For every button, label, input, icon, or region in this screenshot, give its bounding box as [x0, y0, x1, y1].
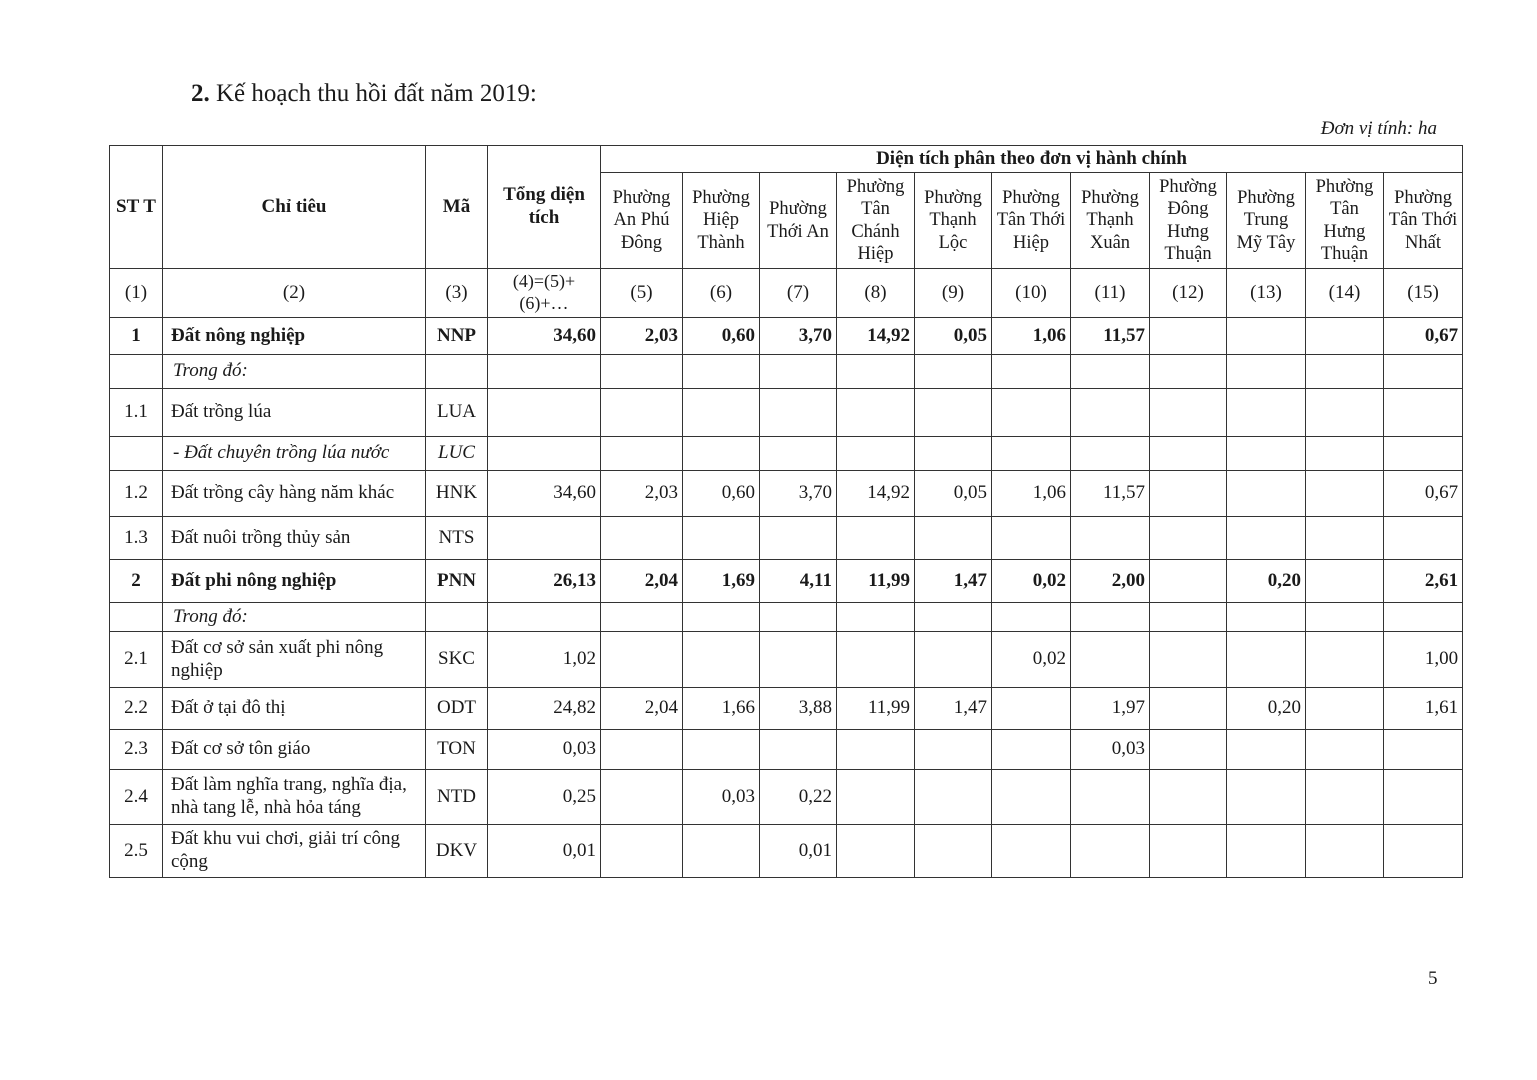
cell-chi-tieu: Đất làm nghĩa trang, nghĩa địa, nhà tang lễ, nhà hỏa táng	[163, 770, 426, 825]
cell-ward-value	[1384, 355, 1463, 389]
table-row	[110, 688, 1463, 730]
cell-ward-value	[1150, 389, 1227, 437]
cell-ward-value	[683, 437, 760, 471]
cell-ward-value	[915, 517, 992, 560]
cell-ward-value: 1,61	[1384, 688, 1463, 730]
cell-ward-value	[760, 389, 837, 437]
cell-ward-value: 0,02	[992, 632, 1071, 688]
cell-ward-value	[683, 632, 760, 688]
column-index: (1)	[110, 269, 163, 318]
cell-ward-value	[601, 770, 683, 825]
section-title-text: Kế hoạch thu hồi đất năm 2019:	[216, 80, 537, 107]
cell-ward-value	[1384, 603, 1463, 632]
cell-ma: LUA	[426, 389, 488, 437]
cell-ward-value	[1150, 603, 1227, 632]
cell-ward-value	[1071, 603, 1150, 632]
header-ward: Phường Tân Thới Nhất	[1384, 173, 1463, 269]
cell-ma: ODT	[426, 688, 488, 730]
cell-chi-tieu: Đất nông nghiệp	[163, 318, 426, 355]
cell-chi-tieu: Đất phi nông nghiệp	[163, 560, 426, 603]
cell-ward-value	[1306, 517, 1384, 560]
cell-stt: 2.5	[110, 825, 163, 878]
table-row	[110, 560, 1463, 603]
header-ward: Phường Tân Chánh Hiệp	[837, 173, 915, 269]
cell-ward-value	[1306, 603, 1384, 632]
cell-stt: 1.1	[110, 389, 163, 437]
cell-ward-value	[1306, 318, 1384, 355]
cell-ward-value: 0,60	[683, 318, 760, 355]
cell-ward-value	[1227, 471, 1306, 517]
cell-ward-value	[1227, 355, 1306, 389]
cell-tong-dien-tich: 26,13	[488, 560, 601, 603]
cell-stt	[110, 603, 163, 632]
table-row	[110, 517, 1463, 560]
cell-ward-value	[1384, 825, 1463, 878]
header-ward: Phường Hiệp Thành	[683, 173, 760, 269]
column-index: (2)	[163, 269, 426, 318]
cell-chi-tieu: Đất cơ sở sản xuất phi nông nghiệp	[163, 632, 426, 688]
cell-ward-value: 1,47	[915, 560, 992, 603]
cell-ma: DKV	[426, 825, 488, 878]
cell-ward-value	[837, 603, 915, 632]
cell-stt: 1.3	[110, 517, 163, 560]
cell-ward-value	[992, 603, 1071, 632]
table-row	[110, 603, 1463, 632]
cell-ward-value	[1306, 825, 1384, 878]
header-ward: Phường Thới An	[760, 173, 837, 269]
cell-ward-value	[601, 355, 683, 389]
column-index: (15)	[1384, 269, 1463, 318]
cell-tong-dien-tich: 0,25	[488, 770, 601, 825]
cell-ward-value	[915, 770, 992, 825]
cell-ward-value: 2,03	[601, 471, 683, 517]
cell-chi-tieu: Đất nuôi trồng thủy sản	[163, 517, 426, 560]
cell-ward-value: 1,06	[992, 471, 1071, 517]
cell-stt: 1	[110, 318, 163, 355]
cell-ward-value: 0,01	[760, 825, 837, 878]
table-body	[110, 318, 1463, 878]
cell-ward-value	[1227, 517, 1306, 560]
cell-ward-value	[1306, 688, 1384, 730]
cell-ward-value	[915, 603, 992, 632]
cell-ward-value	[683, 517, 760, 560]
cell-ward-value	[601, 437, 683, 471]
cell-tong-dien-tich: 34,60	[488, 471, 601, 517]
cell-ward-value	[1150, 688, 1227, 730]
column-index: (5)	[601, 269, 683, 318]
column-index: (4)=(5)+(6)+…	[488, 269, 601, 318]
cell-ma: NNP	[426, 318, 488, 355]
header-ward: Phường Tân Thới Hiệp	[992, 173, 1071, 269]
cell-ward-value	[992, 770, 1071, 825]
cell-ward-value	[601, 825, 683, 878]
cell-ward-value: 0,60	[683, 471, 760, 517]
cell-ward-value	[601, 389, 683, 437]
header-index-row	[110, 269, 1463, 318]
cell-ward-value	[1150, 437, 1227, 471]
cell-ward-value: 0,05	[915, 318, 992, 355]
header-ward: Phường Thạnh Xuân	[1071, 173, 1150, 269]
cell-ward-value	[1306, 632, 1384, 688]
cell-ward-value	[1384, 770, 1463, 825]
cell-chi-tieu: Đất khu vui chơi, giải trí công cộng	[163, 825, 426, 878]
cell-ward-value	[992, 688, 1071, 730]
cell-ward-value	[1071, 770, 1150, 825]
header-ward: Phường Trung Mỹ Tây	[1227, 173, 1306, 269]
cell-ward-value: 0,20	[1227, 560, 1306, 603]
header-row-group	[110, 146, 1463, 173]
section-number: 2.	[191, 80, 210, 107]
cell-ward-value	[1071, 517, 1150, 560]
cell-ward-value	[683, 355, 760, 389]
cell-ward-value	[837, 437, 915, 471]
cell-chi-tieu: - Đất chuyên trồng lúa nước	[163, 437, 426, 471]
cell-ward-value	[1227, 632, 1306, 688]
cell-ward-value	[992, 389, 1071, 437]
cell-ward-value	[683, 730, 760, 770]
column-index: (3)	[426, 269, 488, 318]
cell-stt: 2.1	[110, 632, 163, 688]
cell-stt: 2.4	[110, 770, 163, 825]
cell-ward-value: 11,99	[837, 560, 915, 603]
column-index: (11)	[1071, 269, 1150, 318]
cell-ma	[426, 603, 488, 632]
cell-ward-value	[1384, 517, 1463, 560]
page-number: 5	[1428, 968, 1438, 989]
cell-ward-value	[601, 517, 683, 560]
cell-tong-dien-tich: 1,02	[488, 632, 601, 688]
cell-ward-value: 1,06	[992, 318, 1071, 355]
cell-ward-value	[992, 437, 1071, 471]
cell-ma: NTD	[426, 770, 488, 825]
cell-ward-value	[601, 730, 683, 770]
header-ward: Phường Đông Hưng Thuận	[1150, 173, 1227, 269]
cell-ma: SKC	[426, 632, 488, 688]
cell-ward-value: 0,67	[1384, 318, 1463, 355]
cell-ward-value	[992, 517, 1071, 560]
cell-tong-dien-tich	[488, 437, 601, 471]
cell-stt: 2.3	[110, 730, 163, 770]
cell-ward-value: 3,70	[760, 318, 837, 355]
cell-ward-value: 0,05	[915, 471, 992, 517]
unit-label: Đơn vị tính: ha	[1320, 118, 1437, 139]
cell-ma	[426, 355, 488, 389]
table-row	[110, 632, 1463, 688]
cell-chi-tieu: Trong đó:	[163, 603, 426, 632]
cell-ward-value	[760, 355, 837, 389]
cell-chi-tieu: Đất trồng lúa	[163, 389, 426, 437]
column-index: (6)	[683, 269, 760, 318]
cell-ward-value	[1306, 730, 1384, 770]
cell-ma: TON	[426, 730, 488, 770]
cell-ward-value	[837, 632, 915, 688]
cell-ward-value	[992, 825, 1071, 878]
section-title	[191, 80, 537, 108]
table-row	[110, 355, 1463, 389]
cell-ward-value	[760, 517, 837, 560]
column-index: (9)	[915, 269, 992, 318]
column-index: (12)	[1150, 269, 1227, 318]
cell-ward-value: 0,02	[992, 560, 1071, 603]
cell-ward-value: 2,04	[601, 560, 683, 603]
cell-chi-tieu: Đất trồng cây hàng năm khác	[163, 471, 426, 517]
cell-tong-dien-tich: 24,82	[488, 688, 601, 730]
cell-tong-dien-tich	[488, 517, 601, 560]
cell-ma: NTS	[426, 517, 488, 560]
column-index: (7)	[760, 269, 837, 318]
cell-ward-value: 11,99	[837, 688, 915, 730]
cell-ward-value: 1,00	[1384, 632, 1463, 688]
cell-ward-value: 0,67	[1384, 471, 1463, 517]
table-row	[110, 318, 1463, 355]
cell-ward-value	[1227, 389, 1306, 437]
cell-ward-value: 2,61	[1384, 560, 1463, 603]
cell-ward-value	[837, 389, 915, 437]
cell-ward-value	[1150, 560, 1227, 603]
header-group-label: Diện tích phân theo đơn vị hành chính	[601, 146, 1463, 173]
cell-ward-value	[1071, 355, 1150, 389]
cell-stt: 2	[110, 560, 163, 603]
cell-chi-tieu: Đất ở tại đô thị	[163, 688, 426, 730]
cell-ward-value	[915, 437, 992, 471]
cell-ward-value: 0,03	[683, 770, 760, 825]
cell-ward-value	[915, 825, 992, 878]
cell-ward-value	[1384, 389, 1463, 437]
header-ward: Phường Tân Hưng Thuận	[1306, 173, 1384, 269]
cell-ward-value	[1150, 517, 1227, 560]
cell-ward-value	[1306, 560, 1384, 603]
column-index: (13)	[1227, 269, 1306, 318]
header-tong-dien-tich: Tổng diện tích	[488, 146, 601, 269]
cell-ward-value: 1,66	[683, 688, 760, 730]
cell-ma: HNK	[426, 471, 488, 517]
cell-ward-value	[1227, 770, 1306, 825]
cell-tong-dien-tich	[488, 355, 601, 389]
header-chi-tieu: Chỉ tiêu	[163, 146, 426, 269]
cell-ward-value	[1227, 318, 1306, 355]
cell-ward-value	[760, 437, 837, 471]
cell-ward-value	[1227, 437, 1306, 471]
cell-ward-value	[1071, 389, 1150, 437]
cell-ward-value	[1306, 437, 1384, 471]
cell-tong-dien-tich: 0,03	[488, 730, 601, 770]
cell-ward-value	[760, 603, 837, 632]
cell-ward-value	[837, 825, 915, 878]
cell-chi-tieu: Trong đó:	[163, 355, 426, 389]
cell-ward-value	[683, 603, 760, 632]
cell-tong-dien-tich: 0,01	[488, 825, 601, 878]
cell-ward-value: 11,57	[1071, 471, 1150, 517]
cell-stt: 2.2	[110, 688, 163, 730]
cell-tong-dien-tich	[488, 389, 601, 437]
cell-ward-value	[683, 825, 760, 878]
header-ward: Phường Thạnh Lộc	[915, 173, 992, 269]
cell-ward-value: 0,03	[1071, 730, 1150, 770]
cell-tong-dien-tich: 34,60	[488, 318, 601, 355]
cell-ward-value: 11,57	[1071, 318, 1150, 355]
cell-ward-value: 2,03	[601, 318, 683, 355]
cell-ward-value	[1150, 770, 1227, 825]
cell-tong-dien-tich	[488, 603, 601, 632]
cell-ward-value	[1071, 437, 1150, 471]
column-index: (10)	[992, 269, 1071, 318]
cell-ward-value: 3,88	[760, 688, 837, 730]
cell-ward-value	[915, 389, 992, 437]
cell-ward-value	[1150, 355, 1227, 389]
cell-ward-value	[1306, 389, 1384, 437]
cell-ward-value	[1150, 318, 1227, 355]
cell-ward-value	[1227, 603, 1306, 632]
cell-ward-value	[1227, 825, 1306, 878]
cell-ward-value	[760, 730, 837, 770]
column-index: (14)	[1306, 269, 1384, 318]
cell-ward-value	[992, 730, 1071, 770]
cell-stt	[110, 355, 163, 389]
cell-ward-value	[1150, 632, 1227, 688]
cell-ward-value	[1071, 825, 1150, 878]
cell-ward-value	[1150, 730, 1227, 770]
cell-ward-value: 0,20	[1227, 688, 1306, 730]
cell-stt: 1.2	[110, 471, 163, 517]
cell-ward-value	[1150, 825, 1227, 878]
cell-ward-value	[837, 770, 915, 825]
cell-ward-value	[915, 730, 992, 770]
cell-ward-value	[837, 730, 915, 770]
cell-ward-value: 2,04	[601, 688, 683, 730]
header-ward: Phường An Phú Đông	[601, 173, 683, 269]
header-stt: ST T	[110, 146, 163, 269]
table-row	[110, 437, 1463, 471]
cell-ward-value: 4,11	[760, 560, 837, 603]
cell-ward-value	[992, 355, 1071, 389]
table-row	[110, 825, 1463, 878]
cell-ward-value: 3,70	[760, 471, 837, 517]
cell-ward-value: 14,92	[837, 471, 915, 517]
land-recovery-table	[109, 145, 1463, 878]
table-row	[110, 770, 1463, 825]
cell-ma: LUC	[426, 437, 488, 471]
cell-ward-value	[1227, 730, 1306, 770]
cell-ward-value	[837, 517, 915, 560]
cell-ward-value: 2,00	[1071, 560, 1150, 603]
cell-ward-value	[1306, 471, 1384, 517]
table-row	[110, 471, 1463, 517]
cell-ward-value	[1384, 437, 1463, 471]
cell-ward-value	[915, 632, 992, 688]
cell-ma: PNN	[426, 560, 488, 603]
cell-ward-value	[1384, 730, 1463, 770]
cell-ward-value	[1071, 632, 1150, 688]
column-index: (8)	[837, 269, 915, 318]
table-row	[110, 730, 1463, 770]
cell-stt	[110, 437, 163, 471]
header-ma: Mã	[426, 146, 488, 269]
cell-ward-value: 0,22	[760, 770, 837, 825]
cell-ward-value: 14,92	[837, 318, 915, 355]
cell-ward-value	[601, 632, 683, 688]
cell-ward-value	[915, 355, 992, 389]
cell-ward-value	[601, 603, 683, 632]
cell-ward-value	[1306, 355, 1384, 389]
cell-chi-tieu: Đất cơ sở tôn giáo	[163, 730, 426, 770]
cell-ward-value	[760, 632, 837, 688]
cell-ward-value	[683, 389, 760, 437]
cell-ward-value: 1,97	[1071, 688, 1150, 730]
cell-ward-value	[1150, 471, 1227, 517]
cell-ward-value: 1,47	[915, 688, 992, 730]
cell-ward-value: 1,69	[683, 560, 760, 603]
cell-ward-value	[837, 355, 915, 389]
cell-ward-value	[1306, 770, 1384, 825]
table-row	[110, 389, 1463, 437]
